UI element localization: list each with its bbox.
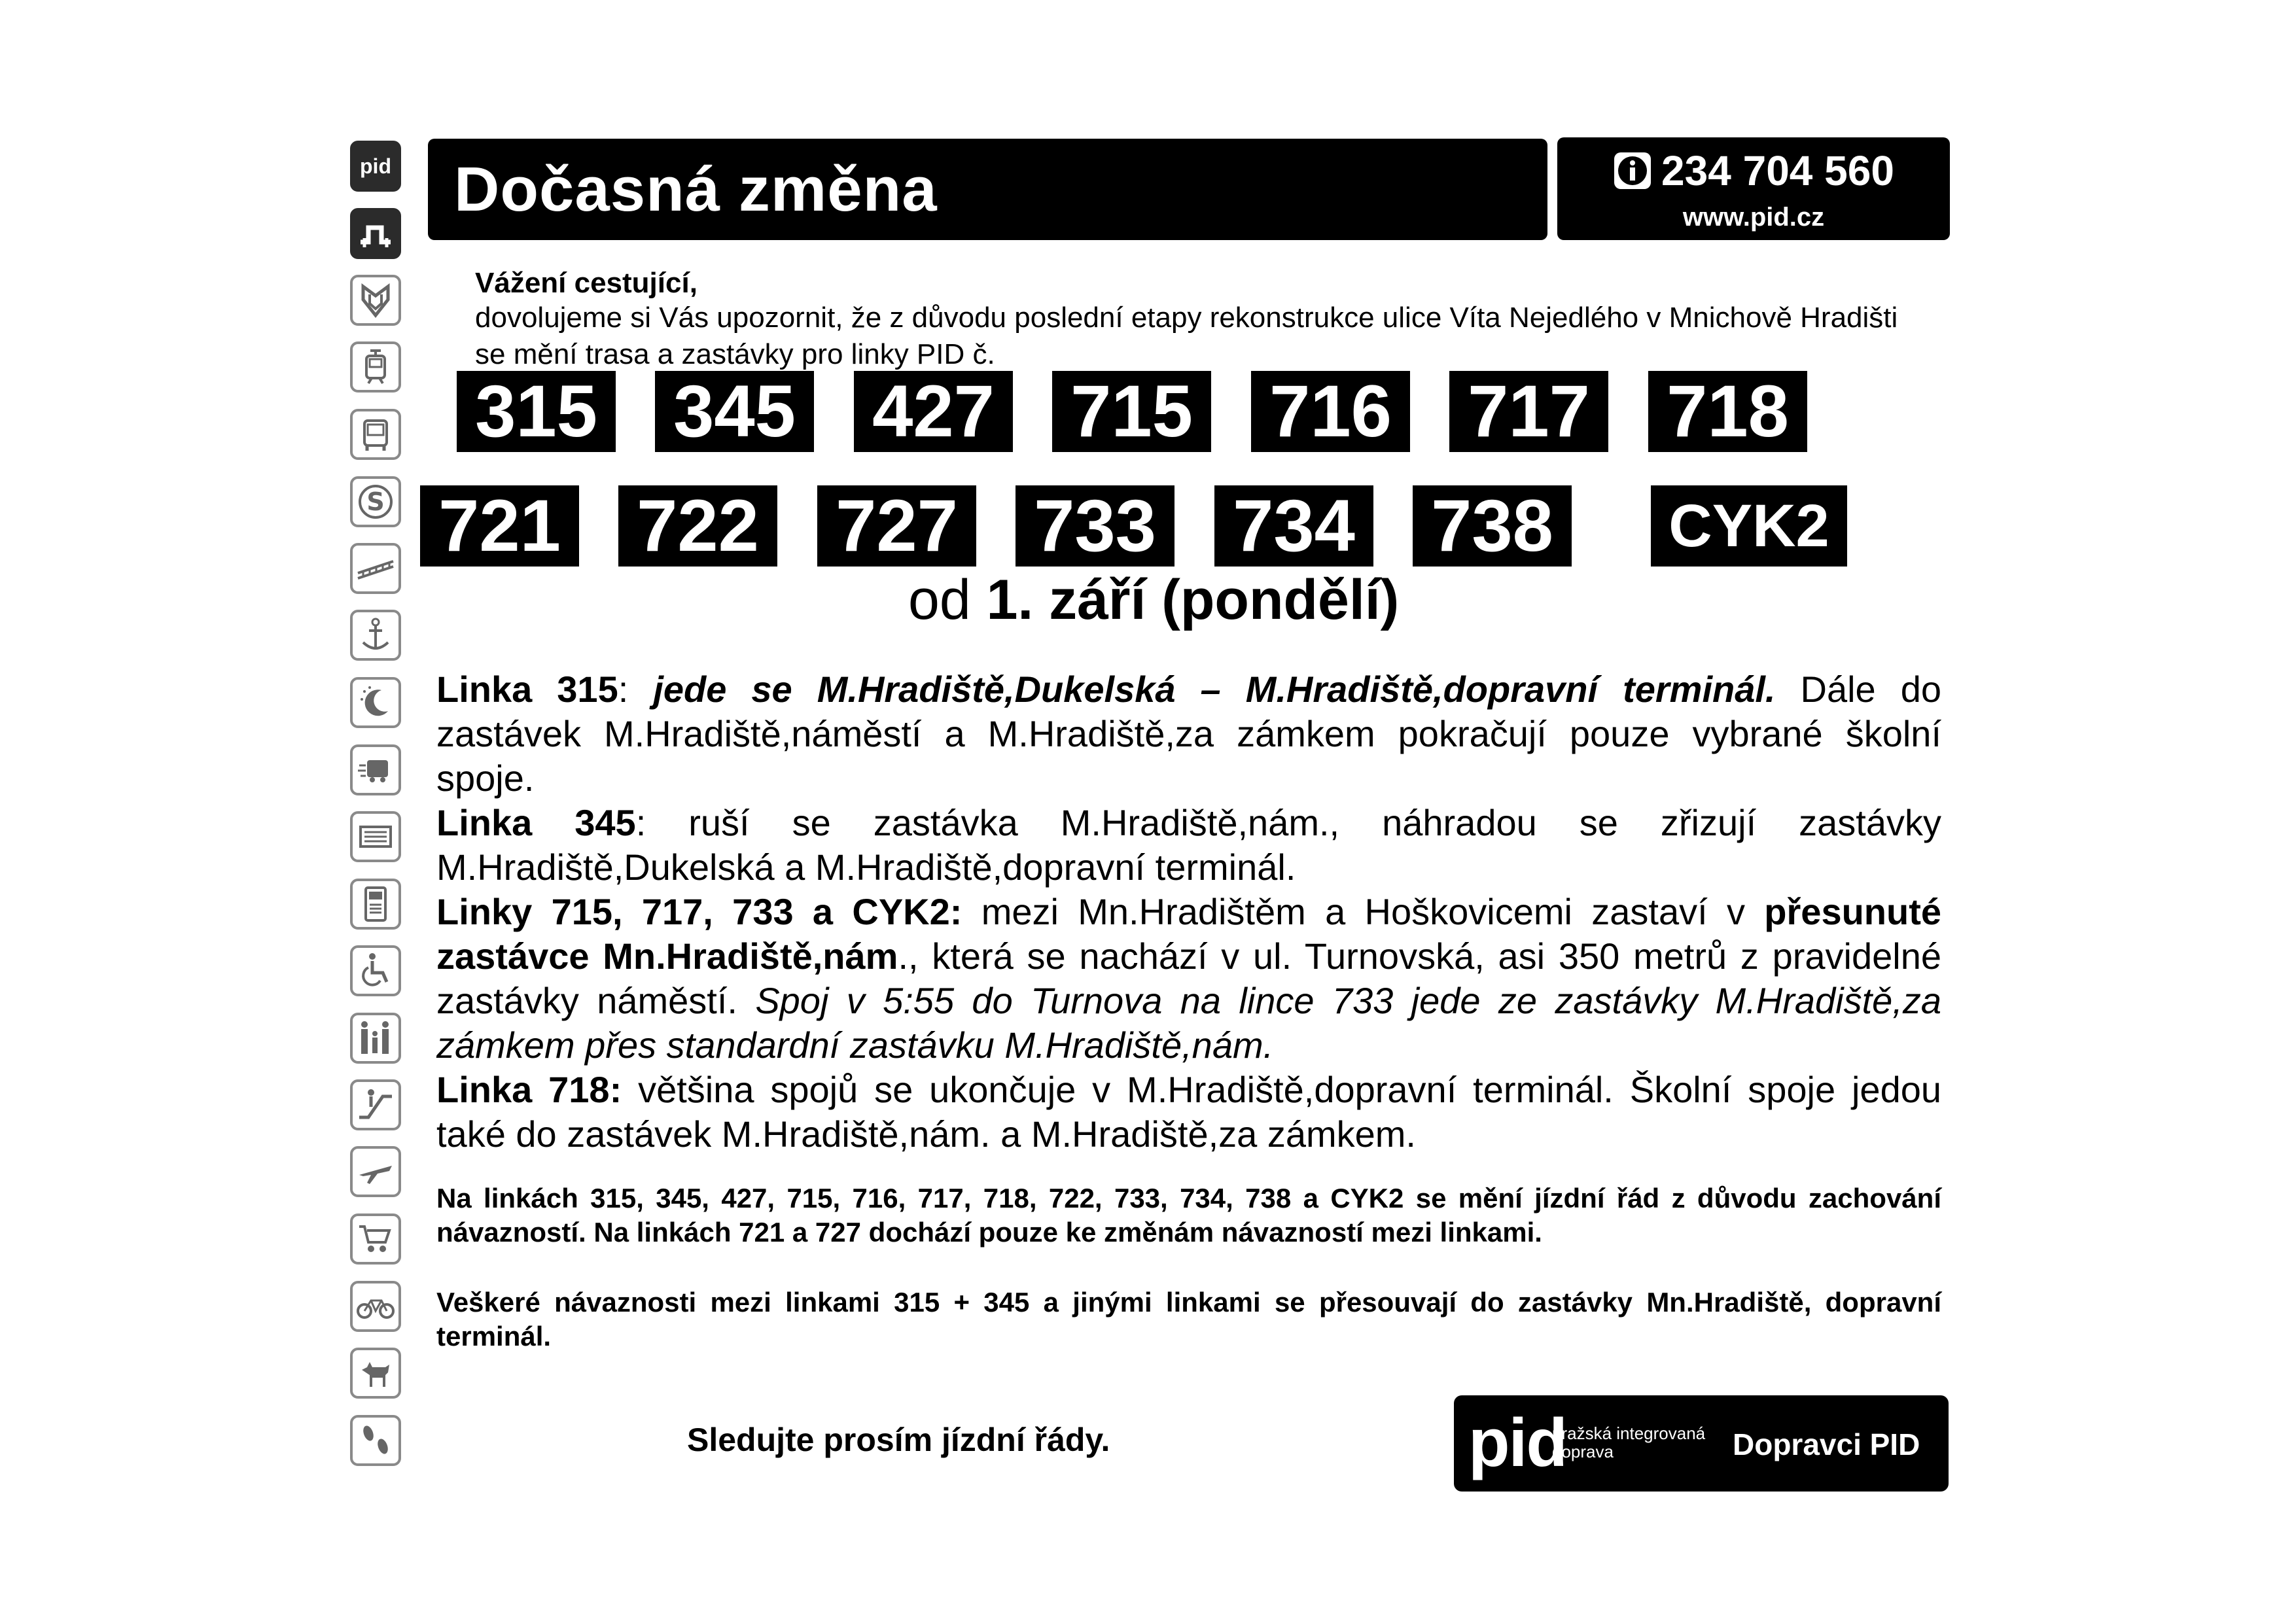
title-banner: [428, 139, 1547, 240]
intro-text: dovolujeme si Vás upozornit, že z důvodu poslední etapy rekonstrukce ulice Víta Nejedlého v Mnichově Hradišti se mění trasa a zastávky pro linky PID č.: [475, 302, 1898, 370]
night-icon: [350, 677, 401, 728]
line-badge: 734: [1214, 485, 1373, 567]
line-badge: 315: [457, 371, 616, 452]
cable-car-icon: [350, 543, 401, 594]
airport-icon: [350, 1146, 401, 1197]
greeting: Vážení cestující,: [475, 267, 698, 299]
timetable-note: Na linkách 315, 345, 427, 715, 716, 717, 718, 722, 733, 734, 738 a CYK2 se mění jízdní řád z důvodu zachování návazností. Na linkách 721 a 727 dochází pouze ke změnám návazností mezi linkami.: [436, 1183, 1941, 1248]
connections-note: Veškeré návaznosti mezi linkami 315 + 345 a jinými linkami se přesouvají do zastávky Mn.Hradiště, dopravní terminál.: [436, 1287, 1941, 1352]
carriers-label: Dopravci PID: [1733, 1427, 1920, 1461]
ticket-machine-icon: [350, 879, 401, 930]
paragraph-lines-715-717-733-cyk2: Linky 715, 717, 733 a CYK2: mezi Mn.Hradištěm a Hoškovicemi zastaví v přesunuté zastávce Mn.Hradiště,nám., která se nachází v ul. Turnovská, asi 350 metrů z pravidelné zastávky náměstí. Spoj v 5:55 do Turnova na lince 733 jede ze zastávky M.Hradiště,za zámkem přes standardní zastávku M.Hradiště,nám.: [436, 891, 1941, 1066]
paragraph-line-345: Linka 345: ruší se zastávka M.Hradiště,nám., náhradou se zřizují zastávky M.Hradiště,Dukelská a M.Hradiště,dopravní terminál.: [436, 802, 1941, 888]
metro-icon: [350, 275, 401, 326]
bicycle-icon: [350, 1281, 401, 1332]
escalator-icon: [350, 1079, 401, 1130]
line-badge: CYK2: [1651, 485, 1847, 567]
replacement-transport-icon: [350, 744, 401, 795]
stroller-icon: [350, 1213, 401, 1265]
tram-icon: [350, 341, 401, 393]
pid-logo-icon: pid: [350, 141, 401, 192]
phone-number: 234 704 560: [1661, 147, 1894, 194]
info-icon: [1613, 151, 1652, 190]
ferry-anchor-icon: [350, 610, 401, 661]
ticket-icon: [350, 811, 401, 862]
svg-text:S: S: [366, 487, 385, 516]
paragraph-line-718: Linka 718: většina spojů se ukončuje v M.Hradiště,dopravní terminál. Školní spoje jedou také do zastávek M.Hradiště,nám. a M.Hradiště,za zámkem.: [436, 1069, 1942, 1155]
pid-logo: pid: [1468, 1405, 1566, 1481]
train-s-icon: [350, 476, 401, 527]
line-badge: 738: [1413, 485, 1572, 567]
line-badge: 733: [1016, 485, 1174, 567]
paragraph-line-315: Linka 315: jede se M.Hradiště,Dukelská – M.Hradiště,dopravní terminál. Dále do zastávek M.Hradiště,náměstí a M.Hradiště,za zámkem pokračují pouze vybrané školní spoje.: [436, 669, 1942, 799]
website-link[interactable]: www.pid.cz: [1682, 203, 1825, 232]
contact-box: [1557, 137, 1950, 240]
family-icon: [350, 1013, 401, 1064]
dog-icon: [350, 1348, 401, 1399]
valid-from-date: od 1. září (pondělí): [908, 568, 1400, 631]
bus-icon: [350, 409, 401, 460]
line-badge: 427: [854, 371, 1013, 452]
carriers-box: [1454, 1395, 1949, 1492]
footer-note: Sledujte prosím jízdní řády.: [687, 1422, 1110, 1458]
line-badge: 345: [655, 371, 814, 452]
line-badge: 722: [618, 485, 777, 567]
pid-logo-subtitle: pražská integrovaná doprava: [1552, 1423, 1706, 1461]
line-badge: 716: [1251, 371, 1410, 452]
line-badge: 721: [420, 485, 579, 567]
line-badge: 718: [1648, 371, 1807, 452]
wheelchair-icon: [350, 945, 401, 996]
footsteps-icon: [350, 1415, 401, 1466]
line-badge: 715: [1052, 371, 1211, 452]
line-badge: 727: [817, 485, 976, 567]
detour-icon: [350, 208, 401, 259]
change-details: [436, 667, 1941, 1157]
page-title: Dočasná změna: [454, 154, 938, 224]
line-badge: 717: [1449, 371, 1608, 452]
